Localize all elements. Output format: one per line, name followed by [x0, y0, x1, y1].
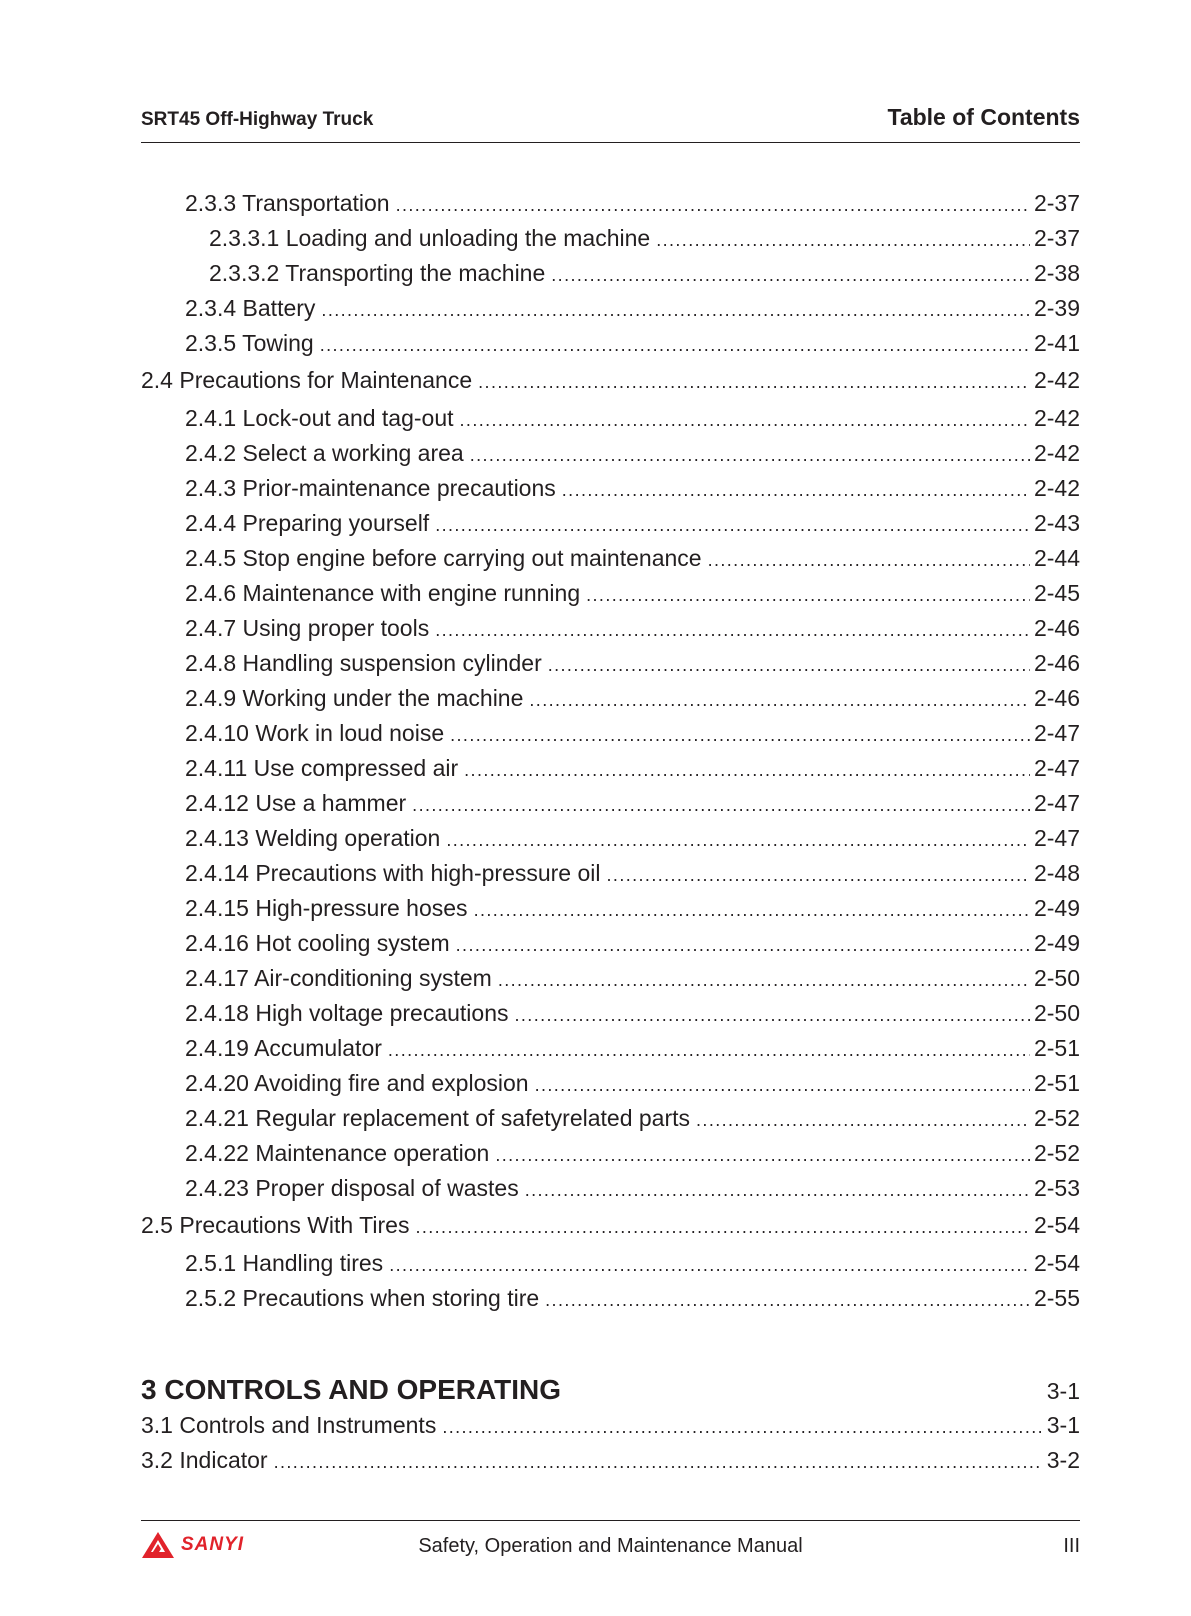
toc-entry-page: 2-50: [1033, 1000, 1080, 1026]
toc-entry-title: 2.3.4 Battery: [185, 295, 316, 321]
dot-leader: [586, 580, 1030, 608]
toc-entry-page: 2-54: [1033, 1250, 1080, 1276]
toc-entry-page: 2-48: [1033, 860, 1080, 886]
toc-entry[interactable]: [141, 1210, 1080, 1240]
toc-entry-title: 2.4.1 Lock-out and tag-out: [185, 405, 454, 431]
toc-entry-page: 3-2: [1046, 1447, 1080, 1473]
toc-entry-page: 2-46: [1033, 615, 1080, 641]
toc-entry[interactable]: [185, 893, 1080, 923]
dot-leader: [388, 1035, 1030, 1063]
dot-leader: [478, 367, 1030, 395]
toc-entry[interactable]: [185, 473, 1080, 503]
toc-entry[interactable]: [185, 1248, 1080, 1278]
toc-entry-page: 2-54: [1033, 1212, 1080, 1238]
toc-entry[interactable]: [185, 328, 1080, 358]
toc-entry-page: 2-47: [1033, 720, 1080, 746]
toc-entry-title: 2.4.19 Accumulator: [185, 1035, 382, 1061]
toc-entry-title: 2.5.2 Precautions when storing tire: [185, 1285, 540, 1311]
page-footer: [141, 1520, 1080, 1561]
toc-entry[interactable]: [185, 293, 1080, 323]
toc-entry-page: 2-47: [1033, 825, 1080, 851]
toc-entry-page: 2-45: [1033, 580, 1080, 606]
toc-entry[interactable]: [185, 403, 1080, 433]
dot-leader: [551, 260, 1030, 288]
toc-entry-title: 2.4.14 Precautions with high-pressure oil: [185, 860, 601, 886]
toc-entry-title: 2.3.3.1 Loading and unloading the machine: [209, 225, 651, 251]
dot-leader: [470, 440, 1030, 468]
toc-entry-title: 2.4.3 Prior-maintenance precautions: [185, 475, 556, 501]
chapter-title: 3 CONTROLS AND OPERATING: [141, 1374, 562, 1405]
toc-entry[interactable]: [141, 365, 1080, 395]
page-header: [141, 96, 1080, 143]
dot-leader: [607, 860, 1030, 888]
dot-leader: [498, 965, 1030, 993]
toc-entry[interactable]: [185, 823, 1080, 853]
toc-entry-title: 2.4.5 Stop engine before carrying out maintenance: [185, 545, 702, 571]
manual-title: Safety, Operation and Maintenance Manual: [418, 1535, 803, 1557]
toc-entry-title: 2.5 Precautions With Tires: [141, 1212, 410, 1238]
dot-leader: [562, 475, 1030, 503]
dot-leader: [515, 1000, 1030, 1028]
toc-entry-title: 2.4.4 Preparing yourself: [185, 510, 430, 536]
toc-entry[interactable]: [185, 998, 1080, 1028]
toc-entry-title: 2.3.3 Transportation: [185, 190, 390, 216]
toc-entry-page: 2-42: [1033, 405, 1080, 431]
toc-entry[interactable]: [185, 1138, 1080, 1168]
dot-leader: [442, 1412, 1042, 1440]
toc-entry-title: 2.4 Precautions for Maintenance: [141, 367, 473, 393]
toc-entry-page: 2-42: [1033, 440, 1080, 466]
toc-entry-title: 2.4.17 Air-conditioning system: [185, 965, 492, 991]
toc-entry-page: 2-52: [1033, 1105, 1080, 1131]
dot-leader: [474, 895, 1030, 923]
toc-entry-page: 3-1: [1046, 1412, 1080, 1438]
dot-leader: [274, 1447, 1043, 1475]
dot-leader: [535, 1070, 1030, 1098]
dot-leader: [708, 545, 1030, 573]
dot-leader: [656, 225, 1030, 253]
toc-entry[interactable]: [185, 578, 1080, 608]
toc-entry-page: 2-42: [1033, 367, 1080, 393]
dot-leader: [548, 650, 1030, 678]
toc-entry-page: 2-55: [1033, 1285, 1080, 1311]
toc-entry[interactable]: [185, 753, 1080, 783]
toc-entry-page: 2-41: [1033, 330, 1080, 356]
toc-entry-page: 2-49: [1033, 930, 1080, 956]
toc-entry[interactable]: [185, 613, 1080, 643]
toc-entry-title: 3.1 Controls and Instruments: [141, 1412, 437, 1438]
toc-entry-title: 2.5.1 Handling tires: [185, 1250, 384, 1276]
toc-entry[interactable]: [141, 1410, 1080, 1440]
toc-entry-page: 2-46: [1033, 650, 1080, 676]
toc-entry[interactable]: [185, 718, 1080, 748]
toc-entry-page: 2-51: [1033, 1035, 1080, 1061]
toc-entry-page: 2-37: [1033, 225, 1080, 251]
toc-entry[interactable]: [185, 1283, 1080, 1313]
toc-entry[interactable]: [185, 543, 1080, 573]
toc-entry-title: 2.3.3.2 Transporting the machine: [209, 260, 546, 286]
toc-entry-page: 2-42: [1033, 475, 1080, 501]
dot-leader: [415, 1212, 1030, 1240]
toc-entry-page: 2-49: [1033, 895, 1080, 921]
toc-entry[interactable]: [185, 1173, 1080, 1203]
dot-leader: [456, 930, 1030, 958]
toc-entry-title: 2.4.18 High voltage precautions: [185, 1000, 509, 1026]
dot-leader: [321, 295, 1030, 323]
section-title: Table of Contents: [887, 104, 1080, 130]
toc-entry[interactable]: [209, 258, 1080, 288]
toc-entry-title: 2.4.10 Work in loud noise: [185, 720, 445, 746]
toc-entry[interactable]: [185, 788, 1080, 818]
toc-entry-title: 2.4.12 Use a hammer: [185, 790, 407, 816]
toc-entry-title: 2.4.21 Regular replacement of safetyrelated parts: [185, 1105, 691, 1131]
toc-entry-title: 2.4.7 Using proper tools: [185, 615, 430, 641]
dot-leader: [396, 190, 1030, 218]
toc-entry-title: 2.4.23 Proper disposal of wastes: [185, 1175, 519, 1201]
toc-entry-title: 2.4.20 Avoiding fire and explosion: [185, 1070, 529, 1096]
dot-leader: [696, 1105, 1030, 1133]
toc-entry-page: 2-47: [1033, 755, 1080, 781]
toc-entry-title: 2.4.9 Working under the machine: [185, 685, 524, 711]
dot-leader: [450, 720, 1030, 748]
toc-entry-page: 2-47: [1033, 790, 1080, 816]
toc-entry-title: 2.4.22 Maintenance operation: [185, 1140, 490, 1166]
dot-leader: [320, 330, 1030, 358]
dot-leader: [412, 790, 1030, 818]
dot-leader: [525, 1175, 1030, 1203]
toc-entry[interactable]: [185, 858, 1080, 888]
toc-entry-title: 2.4.8 Handling suspension cylinder: [185, 650, 542, 676]
dot-leader: [460, 405, 1030, 433]
toc-entry-page: 2-50: [1033, 965, 1080, 991]
dot-leader: [435, 615, 1030, 643]
toc-entry-page: 2-39: [1033, 295, 1080, 321]
toc-entry-title: 2.3.5 Towing: [185, 330, 314, 356]
toc-entry[interactable]: [185, 648, 1080, 678]
toc-entry[interactable]: [141, 1445, 1080, 1475]
dot-leader: [495, 1140, 1030, 1168]
dot-leader: [389, 1250, 1030, 1278]
toc-entry[interactable]: [185, 438, 1080, 468]
toc-entry-page: 2-44: [1033, 545, 1080, 571]
toc-entry-title: 3.2 Indicator: [141, 1447, 268, 1473]
toc-entry-title: 2.4.11 Use compressed air: [185, 755, 459, 781]
page-number: III: [1063, 1535, 1080, 1557]
dot-leader: [464, 755, 1030, 783]
toc-entry[interactable]: [209, 223, 1080, 253]
toc-entry-title: 2.4.6 Maintenance with engine running: [185, 580, 581, 606]
toc-entry[interactable]: [185, 963, 1080, 993]
chapter-page: 3-1: [1046, 1378, 1080, 1404]
dot-leader: [529, 685, 1030, 713]
toc-entry-title: 2.4.2 Select a working area: [185, 440, 464, 466]
dot-leader: [446, 825, 1030, 853]
toc-entry-page: 2-43: [1033, 510, 1080, 536]
dot-leader: [545, 1285, 1030, 1313]
toc-entry[interactable]: [185, 928, 1080, 958]
toc-entry-page: 2-38: [1033, 260, 1080, 286]
toc-entry[interactable]: [185, 1103, 1080, 1133]
document-title: SRT45 Off-Highway Truck: [141, 109, 374, 130]
toc-entry[interactable]: [185, 1068, 1080, 1098]
logo-text: SANYI: [181, 1534, 245, 1555]
toc-entry-title: 2.4.15 High-pressure hoses: [185, 895, 468, 921]
toc-entry[interactable]: [185, 508, 1080, 538]
toc-entry-page: 2-53: [1033, 1175, 1080, 1201]
toc-entry-page: 2-37: [1033, 190, 1080, 216]
chapter-heading[interactable]: [141, 1374, 1080, 1410]
toc-entry-title: 2.4.16 Hot cooling system: [185, 930, 450, 956]
toc-entry[interactable]: [185, 188, 1080, 218]
toc-entry-page: 2-46: [1033, 685, 1080, 711]
toc-entry[interactable]: [185, 1033, 1080, 1063]
toc-entry-title: 2.4.13 Welding operation: [185, 825, 441, 851]
toc-entry-page: 2-52: [1033, 1140, 1080, 1166]
toc-entry[interactable]: [185, 683, 1080, 713]
dot-leader: [435, 510, 1030, 538]
toc-entry-page: 2-51: [1033, 1070, 1080, 1096]
